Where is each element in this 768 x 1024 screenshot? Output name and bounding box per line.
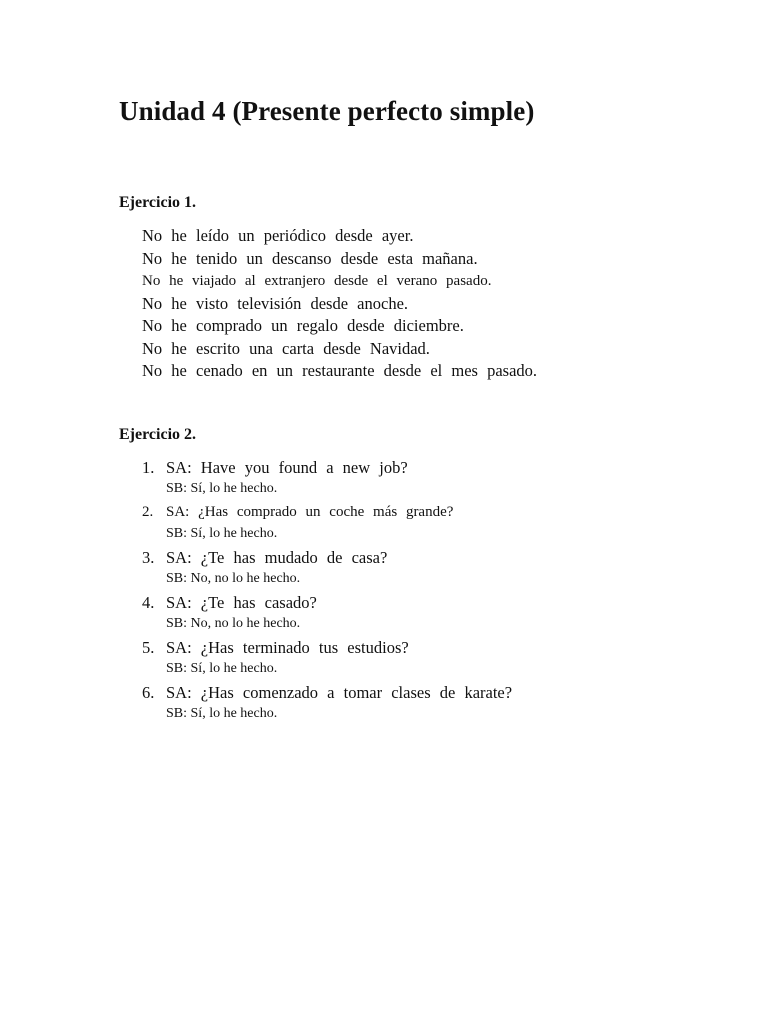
exercise-1-sentence: No he escrito una carta desde Navidad.: [142, 338, 430, 358]
page-title: Unidad 4 (Presente perfecto simple): [119, 96, 535, 126]
exercise-1-sentence: No he tenido un descanso desde esta mañana.: [142, 248, 478, 268]
dialog-item: [142, 501, 512, 546]
item-number: 5.: [142, 638, 155, 657]
item-number: 2.: [142, 504, 154, 520]
dialog-question-line: [142, 456, 512, 479]
dialog-question-line: [142, 681, 512, 704]
dialog-question-line: [142, 546, 512, 569]
dialog-question: SA: ¿Te has mudado de casa?: [166, 548, 388, 567]
dialog-question: SA: ¿Has comenzado a tomar clases de karate?: [166, 683, 513, 702]
exercise-1-sentence: No he visto televisión desde anoche.: [142, 293, 409, 313]
dialog-question: SA: ¿Te has casado?: [166, 593, 317, 612]
dialog-question-line: [142, 591, 512, 614]
dialog-question-line: [142, 636, 512, 659]
exercise-1-sentence: No he comprado un regalo desde diciembre.: [142, 316, 464, 335]
dialog-answer: SB: Sí, lo he hecho.: [166, 481, 278, 496]
dialog-answer: SB: Sí, lo he hecho.: [166, 706, 278, 721]
exercise-1-sentence-list: [142, 225, 537, 383]
dialog-answer: SB: Sí, lo he hecho.: [166, 661, 278, 676]
item-number: 4.: [142, 593, 155, 612]
exercise-1-sentence: No he leído un periódico desde ayer.: [142, 226, 414, 245]
dialog-item: [142, 546, 512, 591]
exercise-2-dialog-list: [142, 456, 512, 726]
dialog-answer: SB: Sí, lo he hecho.: [166, 526, 278, 541]
exercise-2-heading: Ejercicio 2.: [119, 426, 197, 443]
dialog-question: SA: ¿Has terminado tus estudios?: [166, 638, 409, 657]
exercise-1-sentence: No he viajado al extranjero desde el verano pasado.: [142, 273, 492, 289]
item-number: 6.: [142, 683, 155, 702]
dialog-answer: SB: No, no lo he hecho.: [166, 616, 301, 631]
dialog-item: [142, 591, 512, 636]
dialog-item: [142, 681, 512, 726]
item-number: 1.: [142, 458, 155, 477]
dialog-question: SA: ¿Has comprado un coche más grande?: [166, 504, 454, 520]
dialog-question: SA: Have you found a new job?: [166, 458, 408, 477]
dialog-item: [142, 456, 512, 501]
exercise-1-sentence: No he cenado en un restaurante desde el mes pasado.: [142, 361, 538, 380]
exercise-1-heading: Ejercicio 1.: [119, 194, 197, 211]
dialog-answer: SB: No, no lo he hecho.: [166, 571, 301, 586]
item-number: 3.: [142, 548, 155, 567]
dialog-question-line: [142, 501, 512, 524]
dialog-item: [142, 636, 512, 681]
